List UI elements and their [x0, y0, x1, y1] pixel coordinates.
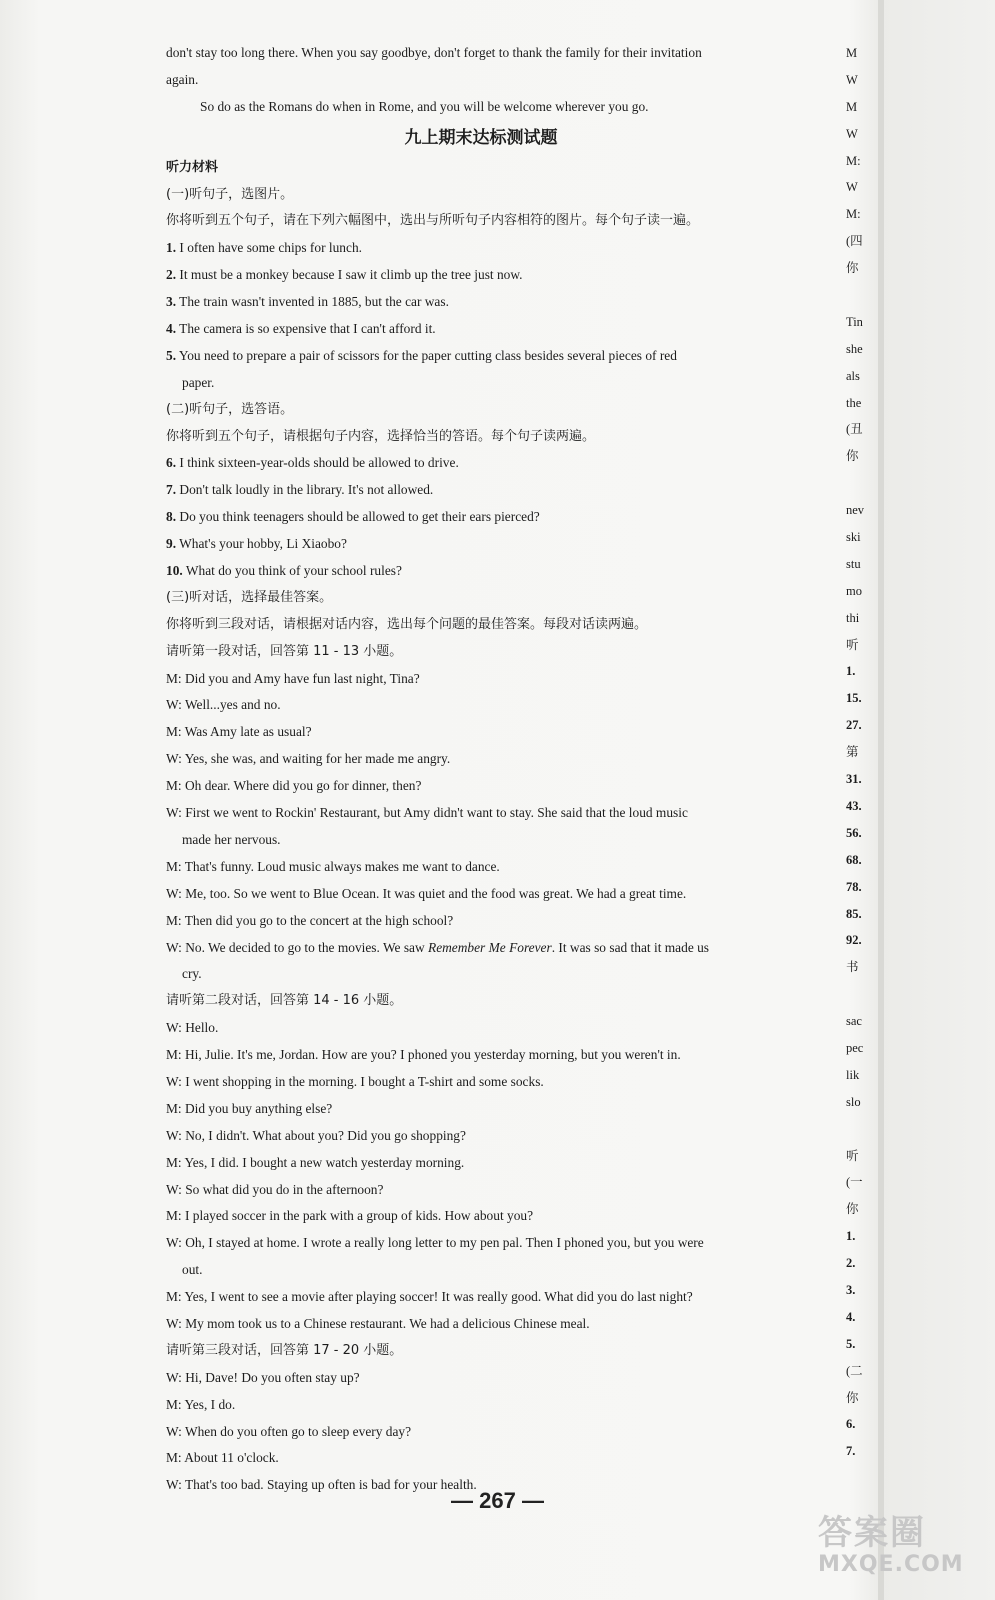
- dialogue-line: W: Hi, Dave! Do you often stay up?: [166, 1369, 360, 1385]
- edge-fragment: Tin: [846, 314, 863, 329]
- edge-fragment: 78.: [846, 879, 862, 894]
- dialogue-line-continuation: out.: [182, 1262, 203, 1278]
- dialogue-line: W: Oh, I stayed at home. I wrote a really long letter to my pen pal. Then I phoned you, but you were: [166, 1235, 704, 1251]
- page-number: — 267 —: [451, 1488, 544, 1513]
- dialogue-line: W: Well...yes and no.: [166, 697, 281, 713]
- next-column-edge: [846, 40, 876, 1465]
- question-item: 3. The train wasn't invented in 1885, but the car was.: [166, 294, 449, 310]
- edge-fragment: 4.: [846, 1309, 856, 1324]
- edge-fragment: 第: [846, 745, 859, 760]
- dialogue-line: W: My mom took us to a Chinese restaurant. We had a delicious Chinese meal.: [166, 1315, 590, 1331]
- edge-fragment: 56.: [846, 825, 862, 840]
- edge-fragment: 2.: [846, 1256, 856, 1271]
- dialogue-line: W: Me, too. So we went to Blue Ocean. It was quiet and the food was great. We had a great time.: [166, 885, 687, 901]
- edge-fragment: 43.: [846, 798, 862, 813]
- edge-fragment: stu: [846, 556, 861, 571]
- edge-fragment: 85.: [846, 906, 862, 921]
- dialogue-line: M: Did you and Amy have fun last night, Tina?: [166, 670, 420, 686]
- part1-heading: (一)听句子，选图片。: [166, 186, 294, 202]
- movie-title: Remember Me Forever: [428, 939, 552, 955]
- edge-fragment: 听: [846, 637, 859, 652]
- dialogue-line: W: No, I didn't. What about you? Did you go shopping?: [166, 1127, 466, 1143]
- question-item: 5. You need to prepare a pair of scissors for the paper cutting class besides several pieces of red: [166, 347, 677, 363]
- question-item: 7. Don't talk loudly in the library. It's not allowed.: [166, 482, 434, 498]
- edge-fragment: [846, 470, 876, 497]
- edge-fragment: lik: [846, 1067, 860, 1082]
- edge-fragment: thi: [846, 610, 860, 625]
- edge-fragment: slo: [846, 1094, 861, 1109]
- edge-fragment: (一: [846, 1175, 863, 1190]
- edge-fragment: 听: [846, 1148, 859, 1163]
- question-item: 4. The camera is so expensive that I can't afford it.: [166, 321, 436, 337]
- edge-fragment: 你: [846, 261, 859, 276]
- dialogue-line: W: No. We decided to go to the movies. We saw Remember Me Forever. It was so sad that it made us: [166, 939, 710, 955]
- dialogue-line: M: Oh dear. Where did you go for dinner, then?: [166, 778, 422, 794]
- question-item: 9. What's your hobby, Li Xiaobo?: [166, 536, 347, 552]
- part2-instruction: 你将听到五个句子，请根据句子内容，选择恰当的答语。每个句子读两遍。: [166, 428, 596, 444]
- dialogue-line: W: I went shopping in the morning. I bought a T-shirt and some socks.: [166, 1073, 544, 1089]
- intro-line: don't stay too long there. When you say goodbye, don't forget to thank the family for their invitation: [166, 45, 702, 60]
- edge-fragment: M:: [846, 207, 861, 222]
- dialogue-line: W: That's too bad. Staying up often is bad for your health.: [166, 1477, 477, 1493]
- main-column: [166, 40, 796, 1499]
- dialogue-line: M: Hi, Julie. It's me, Jordan. How are you? I phoned you yesterday morning, but you weren't in.: [166, 1047, 681, 1063]
- dialogue2-heading: 请听第二段对话，回答第 14 - 16 小题。: [166, 993, 403, 1009]
- edge-fragment: W: [846, 180, 858, 195]
- part2-heading: (二)听句子，选答语。: [166, 401, 294, 417]
- question-item-continuation: paper.: [182, 374, 215, 390]
- dialogue-line: M: About 11 o'clock.: [166, 1450, 279, 1466]
- dialogue-line: W: Yes, she was, and waiting for her made me angry.: [166, 751, 451, 767]
- part3-instruction: 你将听到三段对话，请根据对话内容，选出每个问题的最佳答案。每段对话读两遍。: [166, 616, 648, 632]
- edge-fragment: [846, 1116, 876, 1143]
- dialogue-line-continuation: made her nervous.: [182, 831, 281, 847]
- page-title: 九上期末达标测试题: [404, 127, 558, 148]
- edge-fragment: W: [846, 126, 858, 141]
- edge-fragment: M: [846, 99, 858, 114]
- dialogue-line: W: So what did you do in the afternoon?: [166, 1181, 384, 1197]
- edge-fragment: (丑: [846, 422, 863, 437]
- intro-line: again.: [166, 71, 199, 87]
- edge-fragment: nev: [846, 503, 865, 518]
- dialogue1-heading: 请听第一段对话，回答第 11 - 13 小题。: [166, 643, 403, 659]
- edge-fragment: 1.: [846, 1229, 856, 1244]
- edge-fragment: (四: [846, 234, 863, 249]
- edge-fragment: 你: [846, 449, 859, 464]
- dialogue-line: M: Was Amy late as usual?: [166, 724, 312, 740]
- part3-heading: (三)听对话，选择最佳答案。: [166, 589, 333, 605]
- dialogue-line: M: Yes, I went to see a movie after playing soccer! It was really good. What did you do last night?: [166, 1289, 693, 1305]
- edge-fragment: sac: [846, 1014, 862, 1029]
- question-item: 8. Do you think teenagers should be allowed to get their ears pierced?: [166, 509, 540, 525]
- edge-fragment: M:: [846, 153, 861, 168]
- edge-fragment: 68.: [846, 852, 862, 867]
- edge-fragment: 3.: [846, 1282, 856, 1297]
- question-item: 10. What do you think of your school rules?: [166, 563, 402, 579]
- intro-line: So do as the Romans do when in Rome, and you will be welcome wherever you go.: [200, 98, 649, 114]
- dialogue-line: M: Did you buy anything else?: [166, 1100, 333, 1116]
- dialogue-line: M: That's funny. Loud music always makes me want to dance.: [166, 858, 500, 874]
- edge-fragment: 15.: [846, 691, 862, 706]
- part1-instruction: 你将听到五个句子，请在下列六幅图中，选出与所听句子内容相符的图片。每个句子读一遍。: [166, 213, 700, 229]
- edge-fragment: 你: [846, 1390, 859, 1405]
- edge-fragment: 书: [846, 960, 859, 975]
- edge-fragment: pec: [846, 1040, 864, 1055]
- question-item: 1. I often have some chips for lunch.: [166, 240, 362, 256]
- edge-fragment: the: [846, 395, 862, 410]
- edge-fragment: 你: [846, 1202, 859, 1217]
- edge-fragment: W: [846, 72, 858, 87]
- edge-fragment: [846, 282, 876, 309]
- edge-fragment: 7.: [846, 1444, 856, 1459]
- section-heading: 听力材料: [166, 159, 219, 175]
- watermark-logo: 答案圈 MXQE.COM: [818, 1513, 964, 1577]
- edge-fragment: ski: [846, 530, 861, 545]
- dialogue-line: M: Yes, I did. I bought a new watch yesterday morning.: [166, 1154, 465, 1170]
- dialogue-line-continuation: cry.: [182, 966, 202, 982]
- question-item: 2. It must be a monkey because I saw it climb up the tree just now.: [166, 267, 523, 283]
- edge-fragment: 5.: [846, 1336, 856, 1351]
- edge-fragment: 92.: [846, 933, 862, 948]
- edge-fragment: mo: [846, 583, 862, 598]
- edge-fragment: (二: [846, 1363, 863, 1378]
- dialogue-line: W: When do you often go to sleep every day?: [166, 1423, 412, 1439]
- dialogue-line: M: Then did you go to the concert at the high school?: [166, 912, 454, 928]
- edge-fragment: she: [846, 341, 863, 356]
- page-gutter: [878, 0, 884, 1600]
- edge-fragment: 6.: [846, 1417, 856, 1432]
- edge-fragment: [846, 981, 876, 1008]
- edge-fragment: 1.: [846, 664, 856, 679]
- edge-fragment: 27.: [846, 718, 862, 733]
- edge-fragment: 31.: [846, 772, 862, 787]
- dialogue-line: W: First we went to Rockin' Restaurant, but Amy didn't want to stay. She said that the loud music: [166, 805, 688, 821]
- dialogue3-heading: 请听第三段对话，回答第 17 - 20 小题。: [166, 1342, 403, 1358]
- edge-fragment: als: [846, 368, 860, 383]
- dialogue-line: M: Yes, I do.: [166, 1396, 236, 1412]
- edge-fragment: M: [846, 46, 858, 60]
- question-item: 6. I think sixteen-year-olds should be allowed to drive.: [166, 455, 459, 471]
- dialogue-line: M: I played soccer in the park with a group of kids. How about you?: [166, 1208, 534, 1224]
- dialogue-line: W: Hello.: [166, 1020, 219, 1036]
